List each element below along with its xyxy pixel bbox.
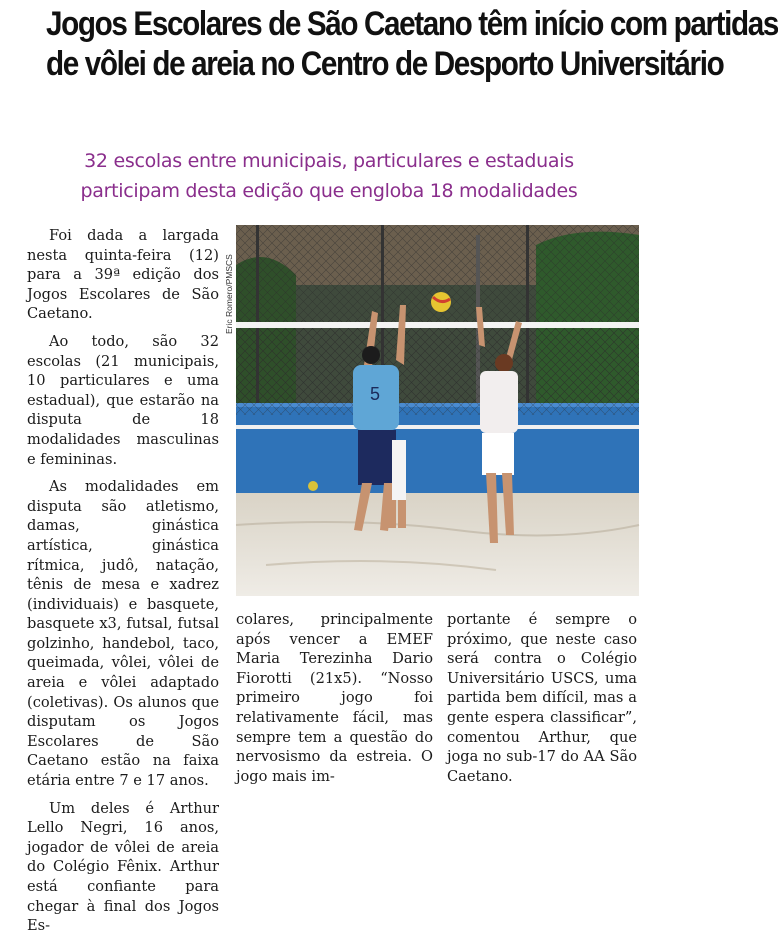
paragraph-3: As modalidades em disputa são atletismo, damas, ginástica artística, ginástica rítmica, judô, natação, tênis de mesa e xadrez (individuais) e basquete, basquete x3, futsal, futsal golzinho, handebol, taco, queimada, vôlei, vôlei de areia e vôlei adaptado (coletivas). Os alunos que disputam os Jogos Escolares de São Caetano estão na faixa etária entre 7 e 17 anos. bbox=[27, 478, 219, 790]
paragraph-2: Ao todo, são 32 escolas (21 municipais, 10 particulares e uma estadual), que estarão na disputa de 18 modalidades masculinas e femininas. bbox=[27, 332, 219, 468]
headline-line-2: de vôlei de areia no Centro de Desporto Universitário bbox=[46, 45, 724, 83]
article-column-2 bbox=[236, 610, 433, 786]
paragraph-1: Foi dada a largada nesta quinta-feira (12) para a 39ª edição dos Jogos Escolares de São Caetano. bbox=[27, 227, 219, 323]
photo-credit: Eric Romero/PMSCS bbox=[224, 254, 234, 334]
article-column-1 bbox=[27, 226, 219, 944]
subheadline-line-2: participam desta edição que engloba 18 modalidades bbox=[80, 180, 578, 202]
subheadline bbox=[0, 146, 658, 206]
headline-line-1: Jogos Escolares de São Caetano têm início com partidas bbox=[46, 5, 778, 43]
paragraph-4: Um deles é Arthur Lello Negri, 16 anos, jogador de vôlei de areia do Colégio Fênix. Arthur está confiante para chegar à final dos Jogos Es- bbox=[27, 799, 219, 935]
paragraph-5: colares, principalmente após vencer a EMEF Maria Terezinha Dario Fiorotti (21x5). “Nosso primeiro jogo foi relativamente fácil, mas sempre tem a questão do nervosismo da estreia. O jogo mais im- bbox=[236, 611, 433, 785]
article-photo bbox=[236, 225, 639, 596]
article-column-3 bbox=[447, 610, 637, 786]
svg-text:5: 5 bbox=[370, 384, 381, 404]
paragraph-6: portante é sempre o próximo, que neste caso será contra o Colégio Universitário USCS, uma partida bem difícil, mas a gente espera classificar”, comentou Arthur, que joga no sub-17 do AA São Caetano. bbox=[447, 611, 637, 785]
beach-volleyball-photo bbox=[236, 225, 639, 596]
subheadline-line-1: 32 escolas entre municipais, particulares e estaduais bbox=[84, 150, 574, 172]
headline bbox=[46, 4, 778, 84]
